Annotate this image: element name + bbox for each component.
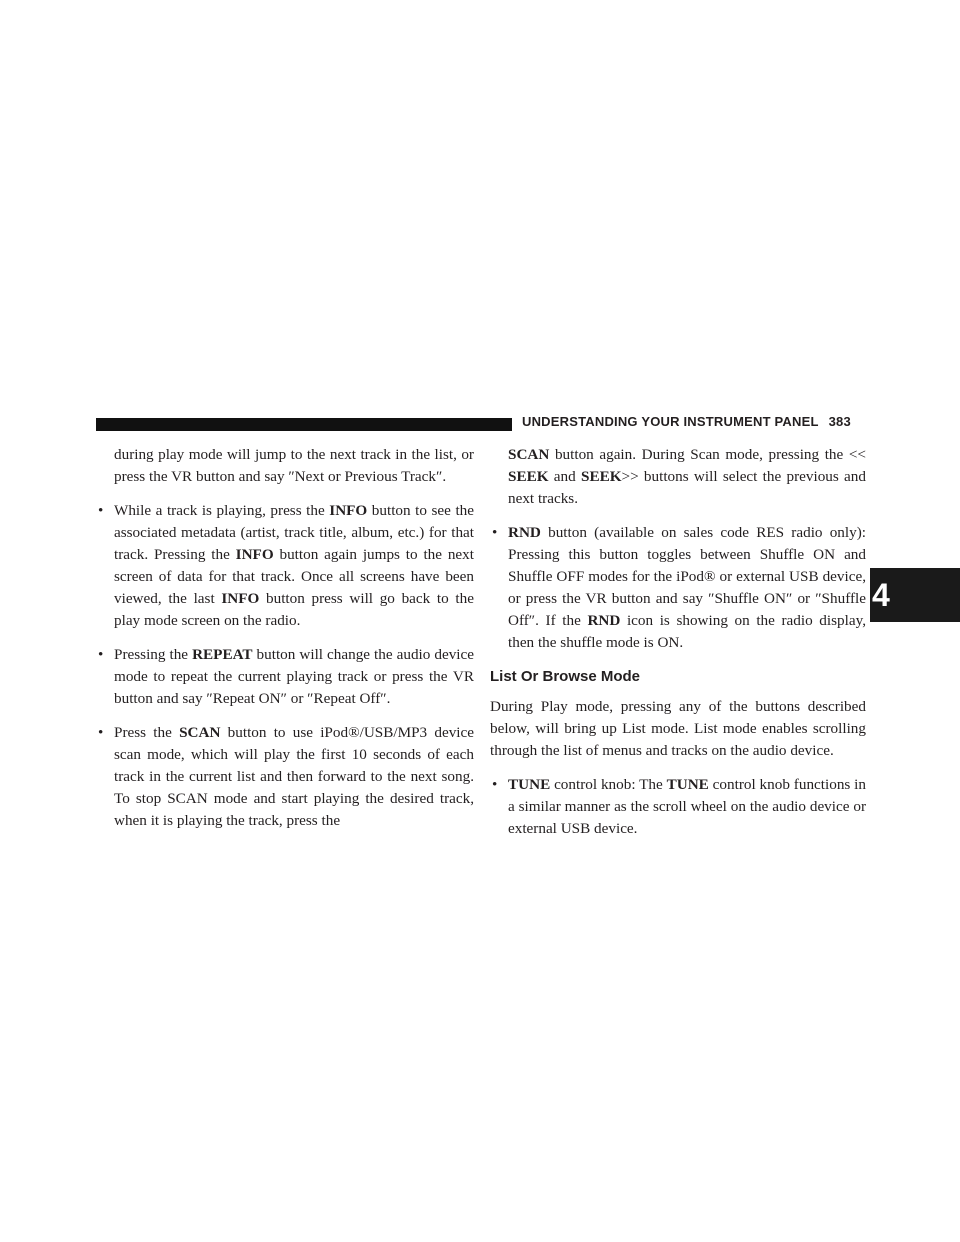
chapter-tab: 4 [870, 568, 960, 622]
text: button will change the audio device mode to repeat the current playing track or press the VR button and say ″Repeat ON″ or ″Repeat Off″. [114, 646, 474, 707]
text: Press the [114, 724, 180, 741]
rnd-label: RND [587, 612, 621, 629]
right-column [490, 444, 866, 852]
continuation-paragraph: during play mode will jump to the next track in the list, or press the VR button and say ″Next or Previous Track″. [114, 446, 474, 485]
info-label: INFO [221, 590, 260, 607]
header-title: UNDERSTANDING YOUR INSTRUMENT PANEL [522, 414, 819, 429]
bullet-dot: • [492, 524, 498, 541]
text: control knob: The [550, 776, 667, 793]
rnd-label: RND [508, 524, 541, 541]
bullet-scan [96, 722, 474, 832]
text: Pressing the [114, 646, 193, 663]
text: button to see the associated metadata (artist, track title, album, etc.) for that track. Pressing the [114, 502, 475, 563]
bullet-dot: • [98, 646, 104, 663]
left-column [96, 444, 474, 844]
bullet-rnd [490, 522, 866, 654]
text: button (available on sales code RES radio only): Pressing this button toggles between Shuffle ON and Shuffle OFF modes for the iPod® or external USB device, or press the VR button and say ″Shuffle ON″ or ″Shuffle Off″. If the [508, 524, 866, 629]
seek-label: SEEK [508, 468, 549, 485]
bullet-repeat [96, 644, 474, 710]
section-paragraph: During Play mode, pressing any of the buttons described below, will bring up List mode. List mode enables scrolling through the list of menus and tracks on the audio device. [490, 698, 866, 759]
section-heading: List Or Browse Mode [490, 668, 641, 685]
text: button to use iPod®/USB/MP3 device scan mode, which will play the first 10 seconds of each track in the current list and then forward to the next song. To stop SCAN mode and start playing the desired track, when it is playing the track, press the [114, 724, 474, 829]
tune-label: TUNE [508, 776, 551, 793]
seek-label: SEEK [581, 468, 622, 485]
text: control knob functions in a similar manner as the scroll wheel on the audio device or external USB device. [508, 776, 866, 837]
text: icon is showing on the radio display, then the shuffle mode is ON. [508, 612, 866, 651]
text: button again. During Scan mode, pressing the << [549, 446, 866, 463]
tune-label: TUNE [666, 776, 709, 793]
bullet-tune [490, 774, 866, 840]
bullet-info [96, 500, 474, 632]
text: button press will go back to the play mode screen on the radio. [114, 590, 474, 629]
text: >> buttons will select the previous and next tracks. [508, 468, 866, 507]
text: While a track is playing, press the [114, 502, 330, 519]
info-label: INFO [235, 546, 274, 563]
running-header [522, 414, 851, 429]
text: button again jumps to the next screen of data for that track. Once all screens have been viewed, the last [114, 546, 474, 607]
repeat-label: REPEAT [192, 646, 253, 663]
text: and [548, 468, 581, 485]
bullet-dot: • [492, 776, 498, 793]
page-number: 383 [828, 414, 851, 429]
info-label: INFO [329, 502, 368, 519]
header-rule [96, 418, 512, 431]
scan-label: SCAN [508, 446, 550, 463]
bullet-dot: • [98, 724, 104, 741]
continuation-paragraph [490, 444, 866, 510]
bullet-dot: • [98, 502, 104, 519]
scan-label: SCAN [179, 724, 221, 741]
